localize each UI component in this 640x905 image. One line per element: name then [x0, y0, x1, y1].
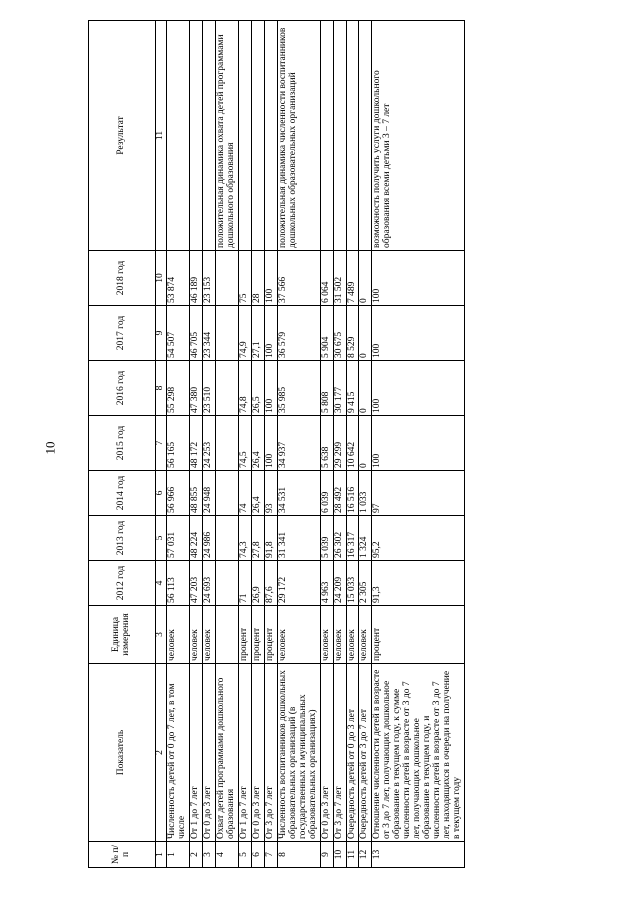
header-cell: Единица измерения	[89, 606, 156, 664]
value-2014-cell: 24 948	[202, 471, 215, 516]
indicator-name-cell: От 1 до 7 лет	[238, 664, 251, 842]
row-number-cell: 9	[320, 842, 333, 868]
table-row	[346, 21, 359, 868]
value-2014-cell: 1 033	[359, 471, 372, 516]
result-cell	[320, 21, 333, 251]
value-2014-cell: 6 039	[320, 471, 333, 516]
value-2018-cell: 75	[238, 251, 251, 306]
value-2013-cell: 1 324	[359, 516, 372, 561]
value-2013-cell: 74,3	[238, 516, 251, 561]
result-cell	[189, 21, 202, 251]
header-cell: 2016 год	[89, 361, 156, 416]
value-2016-cell: 30 177	[333, 361, 346, 416]
table-row	[320, 21, 333, 868]
value-2016-cell	[215, 361, 238, 416]
result-cell	[166, 21, 189, 251]
indicator-name-cell: Очередность детей от 0 до 3 лет	[346, 664, 359, 842]
page-number: 10	[42, 441, 58, 455]
value-2015-cell: 10 642	[346, 416, 359, 471]
value-2012-cell: 29 172	[277, 561, 320, 606]
value-2018-cell: 7 489	[346, 251, 359, 306]
column-number-cell: 10	[156, 251, 167, 306]
row-number-cell: 3	[202, 842, 215, 868]
value-2018-cell: 53 874	[166, 251, 189, 306]
unit-cell: процент	[251, 606, 264, 664]
value-2017-cell: 100	[372, 306, 465, 361]
column-number-cell: 6	[156, 471, 167, 516]
value-2014-cell: 93	[264, 471, 277, 516]
value-2016-cell: 5 808	[320, 361, 333, 416]
value-2018-cell	[215, 251, 238, 306]
value-2017-cell: 27,1	[251, 306, 264, 361]
value-2012-cell: 87,6	[264, 561, 277, 606]
value-2015-cell: 5 638	[320, 416, 333, 471]
value-2017-cell: 23 344	[202, 306, 215, 361]
value-2015-cell: 0	[359, 416, 372, 471]
indicator-name-cell: Численность воспитанников дошкольных образовательных организаций (в государственных и муниципальных образовательных организациях)	[277, 664, 320, 842]
unit-cell: процент	[264, 606, 277, 664]
value-2018-cell: 0	[359, 251, 372, 306]
value-2012-cell: 24 209	[333, 561, 346, 606]
value-2016-cell: 55 298	[166, 361, 189, 416]
value-2012-cell: 47 203	[189, 561, 202, 606]
value-2013-cell: 91,8	[264, 516, 277, 561]
column-number-cell: 9	[156, 306, 167, 361]
value-2013-cell: 95,2	[372, 516, 465, 561]
result-cell: положительная динамика численности воспитанников дошкольных образовательных организаций	[277, 21, 320, 251]
value-2015-cell: 56 165	[166, 416, 189, 471]
result-cell	[202, 21, 215, 251]
unit-cell: человек	[189, 606, 202, 664]
value-2014-cell: 16 516	[346, 471, 359, 516]
value-2015-cell: 100	[264, 416, 277, 471]
indicator-name-cell: От 3 до 7 лет	[333, 664, 346, 842]
indicator-name-cell: Очередность детей от 3 до 7 лет	[359, 664, 372, 842]
value-2013-cell	[215, 516, 238, 561]
row-number-cell: 8	[277, 842, 320, 868]
value-2015-cell: 29 299	[333, 416, 346, 471]
unit-cell: человек	[346, 606, 359, 664]
result-cell	[264, 21, 277, 251]
unit-cell: человек	[359, 606, 372, 664]
indicator-name-cell: Численность детей от 0 до 7 лет, в том числе	[166, 664, 189, 842]
header-row	[89, 21, 156, 868]
value-2016-cell: 74,8	[238, 361, 251, 416]
value-2014-cell	[215, 471, 238, 516]
value-2017-cell: 5 904	[320, 306, 333, 361]
value-2016-cell: 47 380	[189, 361, 202, 416]
value-2016-cell: 35 985	[277, 361, 320, 416]
result-cell	[238, 21, 251, 251]
value-2017-cell: 46 705	[189, 306, 202, 361]
value-2012-cell: 26,9	[251, 561, 264, 606]
table-row	[277, 21, 320, 868]
row-number-cell: 12	[359, 842, 372, 868]
value-2014-cell: 56 966	[166, 471, 189, 516]
value-2012-cell: 2 305	[359, 561, 372, 606]
column-number-cell: 3	[156, 606, 167, 664]
indicator-name-cell: От 1 до 7 лет	[189, 664, 202, 842]
header-cell: 2013 год	[89, 516, 156, 561]
value-2018-cell: 23 153	[202, 251, 215, 306]
row-number-cell: 5	[238, 842, 251, 868]
value-2012-cell: 15 033	[346, 561, 359, 606]
table-row	[372, 21, 465, 868]
value-2015-cell	[215, 416, 238, 471]
value-2013-cell: 24 986	[202, 516, 215, 561]
value-2016-cell: 0	[359, 361, 372, 416]
value-2014-cell: 34 531	[277, 471, 320, 516]
column-number-cell: 5	[156, 516, 167, 561]
value-2017-cell: 8 529	[346, 306, 359, 361]
value-2015-cell: 74,5	[238, 416, 251, 471]
table-row	[264, 21, 277, 868]
table-row	[359, 21, 372, 868]
value-2015-cell: 26,4	[251, 416, 264, 471]
value-2018-cell: 37 566	[277, 251, 320, 306]
value-2012-cell: 91,3	[372, 561, 465, 606]
indicator-name-cell: От 0 до 3 лет	[251, 664, 264, 842]
value-2017-cell: 30 675	[333, 306, 346, 361]
row-number-cell: 11	[346, 842, 359, 868]
unit-cell: человек	[320, 606, 333, 664]
value-2018-cell: 28	[251, 251, 264, 306]
row-number-cell: 7	[264, 842, 277, 868]
column-number-row	[156, 21, 167, 868]
value-2012-cell	[215, 561, 238, 606]
value-2012-cell: 71	[238, 561, 251, 606]
value-2015-cell: 34 937	[277, 416, 320, 471]
unit-cell: человек	[166, 606, 189, 664]
value-2017-cell	[215, 306, 238, 361]
result-cell	[333, 21, 346, 251]
value-2012-cell: 56 113	[166, 561, 189, 606]
value-2018-cell: 100	[264, 251, 277, 306]
unit-cell: человек	[202, 606, 215, 664]
header-cell: Результат	[89, 21, 156, 251]
value-2018-cell: 46 189	[189, 251, 202, 306]
row-number-cell: 13	[372, 842, 465, 868]
value-2018-cell: 31 502	[333, 251, 346, 306]
column-number-cell: 11	[156, 21, 167, 251]
row-number-cell: 4	[215, 842, 238, 868]
row-number-cell: 10	[333, 842, 346, 868]
table-row	[202, 21, 215, 868]
result-cell	[346, 21, 359, 251]
value-2014-cell: 48 855	[189, 471, 202, 516]
unit-cell	[215, 606, 238, 664]
value-2013-cell: 16 317	[346, 516, 359, 561]
value-2014-cell: 74	[238, 471, 251, 516]
table-row	[238, 21, 251, 868]
row-number-cell: 1	[166, 842, 189, 868]
header-cell: 2018 год	[89, 251, 156, 306]
value-2017-cell: 0	[359, 306, 372, 361]
result-cell	[251, 21, 264, 251]
value-2017-cell: 100	[264, 306, 277, 361]
header-cell: 2014 год	[89, 471, 156, 516]
value-2013-cell: 48 224	[189, 516, 202, 561]
indicators-table	[88, 20, 465, 868]
value-2016-cell: 9 415	[346, 361, 359, 416]
value-2016-cell: 23 510	[202, 361, 215, 416]
table-row	[166, 21, 189, 868]
unit-cell: человек	[277, 606, 320, 664]
table-row	[189, 21, 202, 868]
indicator-name-cell: Отношение численности детей в возрасте от 3 до 7 лет, получающих дошкольное образование в текущем году, к сумме численности детей в возрасте от 3 до 7 лет, получающих дошкольное образование в текущем году, и численности детей в возрасте от 3 до 7 лет, находящихся в очереди на получение в текущем году	[372, 664, 465, 842]
value-2017-cell: 36 579	[277, 306, 320, 361]
column-number-cell: 2	[156, 664, 167, 842]
value-2013-cell: 31 341	[277, 516, 320, 561]
header-cell: № п/п	[89, 842, 156, 868]
indicator-name-cell: От 0 до 3 лет	[202, 664, 215, 842]
value-2012-cell: 4 963	[320, 561, 333, 606]
table-row	[251, 21, 264, 868]
value-2018-cell: 100	[372, 251, 465, 306]
header-cell: 2015 год	[89, 416, 156, 471]
value-2015-cell: 48 172	[189, 416, 202, 471]
value-2017-cell: 74,9	[238, 306, 251, 361]
row-number-cell: 2	[189, 842, 202, 868]
indicator-name-cell: От 0 до 3 лет	[320, 664, 333, 842]
value-2016-cell: 26,5	[251, 361, 264, 416]
header-cell: Показатель	[89, 664, 156, 842]
unit-cell: процент	[238, 606, 251, 664]
column-number-cell: 1	[156, 842, 167, 868]
result-cell: возможность получить услуги дошкольного образования всеми детьми 3 – 7 лет	[372, 21, 465, 251]
result-cell: положительная динамика охвата детей программами дошкольного образования	[215, 21, 238, 251]
row-number-cell: 6	[251, 842, 264, 868]
value-2018-cell: 6 064	[320, 251, 333, 306]
value-2013-cell: 26 302	[333, 516, 346, 561]
indicator-name-cell: Охват детей программами дошкольного образования	[215, 664, 238, 842]
header-cell: 2012 год	[89, 561, 156, 606]
column-number-cell: 4	[156, 561, 167, 606]
column-number-cell: 8	[156, 361, 167, 416]
value-2017-cell: 54 507	[166, 306, 189, 361]
value-2015-cell: 100	[372, 416, 465, 471]
indicator-name-cell: От 3 до 7 лет	[264, 664, 277, 842]
column-number-cell: 7	[156, 416, 167, 471]
value-2014-cell: 28 492	[333, 471, 346, 516]
value-2013-cell: 27,8	[251, 516, 264, 561]
result-cell	[359, 21, 372, 251]
value-2016-cell: 100	[264, 361, 277, 416]
value-2012-cell: 24 693	[202, 561, 215, 606]
table-row	[333, 21, 346, 868]
table-container	[88, 20, 588, 868]
value-2013-cell: 57 031	[166, 516, 189, 561]
value-2015-cell: 24 253	[202, 416, 215, 471]
value-2014-cell: 97	[372, 471, 465, 516]
value-2016-cell: 100	[372, 361, 465, 416]
header-cell: 2017 год	[89, 306, 156, 361]
unit-cell: человек	[333, 606, 346, 664]
table-row	[215, 21, 238, 868]
value-2013-cell: 5 039	[320, 516, 333, 561]
value-2014-cell: 26,4	[251, 471, 264, 516]
unit-cell: процент	[372, 606, 465, 664]
